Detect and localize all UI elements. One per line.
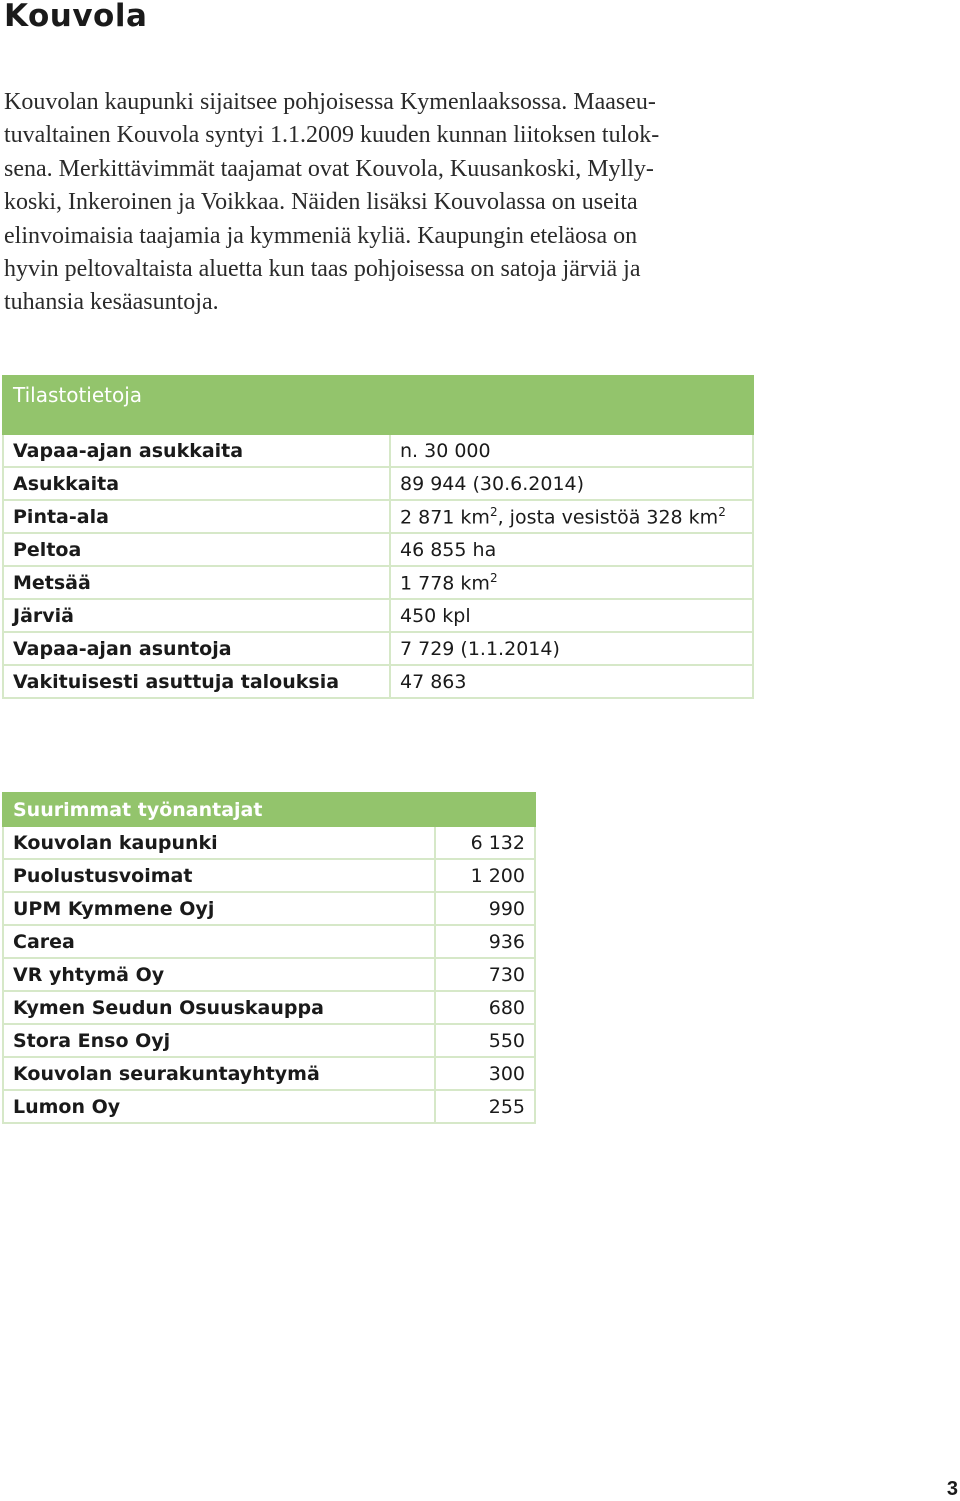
table-row xyxy=(3,991,535,1024)
row-value: n. 30 000 xyxy=(390,434,753,467)
employer-name: Carea xyxy=(3,925,435,958)
employee-count: 990 xyxy=(435,892,535,925)
employee-count: 6 132 xyxy=(435,826,535,859)
intro-paragraph xyxy=(4,86,764,320)
row-label: Vapaa-ajan asukkaita xyxy=(3,434,390,467)
employee-count: 1 200 xyxy=(435,859,535,892)
row-label: Peltoa xyxy=(3,533,390,566)
employer-name: Stora Enso Oyj xyxy=(3,1024,435,1057)
table-row xyxy=(3,566,753,599)
table-row xyxy=(3,958,535,991)
row-value xyxy=(390,500,753,533)
employer-name: Puolustusvoimat xyxy=(3,859,435,892)
intro-line: elinvoimaisia taajamia ja kymmeniä kyliä. Kaupungin eteläosa on xyxy=(4,222,638,249)
employer-name: Kymen Seudun Osuuskauppa xyxy=(3,991,435,1024)
table-row xyxy=(3,434,753,467)
row-value: 450 kpl xyxy=(390,599,753,632)
table-row xyxy=(3,599,753,632)
employer-name: Kouvolan kaupunki xyxy=(3,826,435,859)
intro-line: tuvaltainen Kouvola syntyi 1.1.2009 kuuden kunnan liitoksen tulok- xyxy=(4,122,660,149)
forest-value: 1 778 km xyxy=(400,572,490,595)
row-value: 47 863 xyxy=(390,665,753,698)
employee-count: 300 xyxy=(435,1057,535,1090)
area-water: , josta vesistöä 328 km xyxy=(497,506,719,529)
employers-heading: Suurimmat työnantajat xyxy=(3,793,535,826)
table-row xyxy=(3,892,535,925)
area-total: 2 871 km xyxy=(400,506,490,529)
table-row xyxy=(3,632,753,665)
table-row xyxy=(3,1024,535,1057)
employer-name: VR yhtymä Oy xyxy=(3,958,435,991)
row-label: Vapaa-ajan asuntoja xyxy=(3,632,390,665)
row-label: Vakituisesti asuttuja talouksia xyxy=(3,665,390,698)
table-row xyxy=(3,665,753,698)
employee-count: 936 xyxy=(435,925,535,958)
employer-name: UPM Kymmene Oyj xyxy=(3,892,435,925)
intro-line: hyvin peltovaltaista aluetta kun taas pohjoisessa on satoja järviä ja xyxy=(4,256,641,283)
row-label: Metsää xyxy=(3,566,390,599)
superscript: 2 xyxy=(718,504,726,519)
statistics-table xyxy=(2,375,754,699)
table-row xyxy=(3,533,753,566)
employers-header-row xyxy=(3,793,535,826)
employee-count: 680 xyxy=(435,991,535,1024)
table-row xyxy=(3,1057,535,1090)
row-value xyxy=(390,566,753,599)
employer-name: Kouvolan seurakuntayhtymä xyxy=(3,1057,435,1090)
intro-line: tuhansia kesäasuntoja. xyxy=(4,289,219,316)
row-value: 89 944 (30.6.2014) xyxy=(390,467,753,500)
table-row xyxy=(3,826,535,859)
page-number: 3 xyxy=(946,1478,958,1500)
table-row xyxy=(3,500,753,533)
employer-name: Lumon Oy xyxy=(3,1090,435,1123)
row-value: 46 855 ha xyxy=(390,533,753,566)
row-value: 7 729 (1.1.2014) xyxy=(390,632,753,665)
statistics-header-row xyxy=(3,376,753,434)
row-label: Pinta-ala xyxy=(3,500,390,533)
row-label: Järviä xyxy=(3,599,390,632)
table-row xyxy=(3,925,535,958)
statistics-heading: Tilastotietoja xyxy=(3,376,753,434)
row-label: Asukkaita xyxy=(3,467,390,500)
employee-count: 730 xyxy=(435,958,535,991)
superscript: 2 xyxy=(489,504,498,519)
table-row xyxy=(3,467,753,500)
superscript: 2 xyxy=(489,570,498,585)
employee-count: 550 xyxy=(435,1024,535,1057)
table-row xyxy=(3,859,535,892)
intro-line: koski, Inkeroinen ja Voikkaa. Näiden lisäksi Kouvolassa on useita xyxy=(4,189,638,216)
table-row xyxy=(3,1090,535,1123)
employee-count: 255 xyxy=(435,1090,535,1123)
employers-table xyxy=(2,792,536,1124)
page-title: Kouvola xyxy=(4,0,148,34)
intro-line: Kouvolan kaupunki sijaitsee pohjoisessa Kymenlaaksossa. Maaseu- xyxy=(4,89,656,115)
intro-line: sena. Merkittävimmät taajamat ovat Kouvola, Kuusankoski, Mylly- xyxy=(4,155,654,182)
